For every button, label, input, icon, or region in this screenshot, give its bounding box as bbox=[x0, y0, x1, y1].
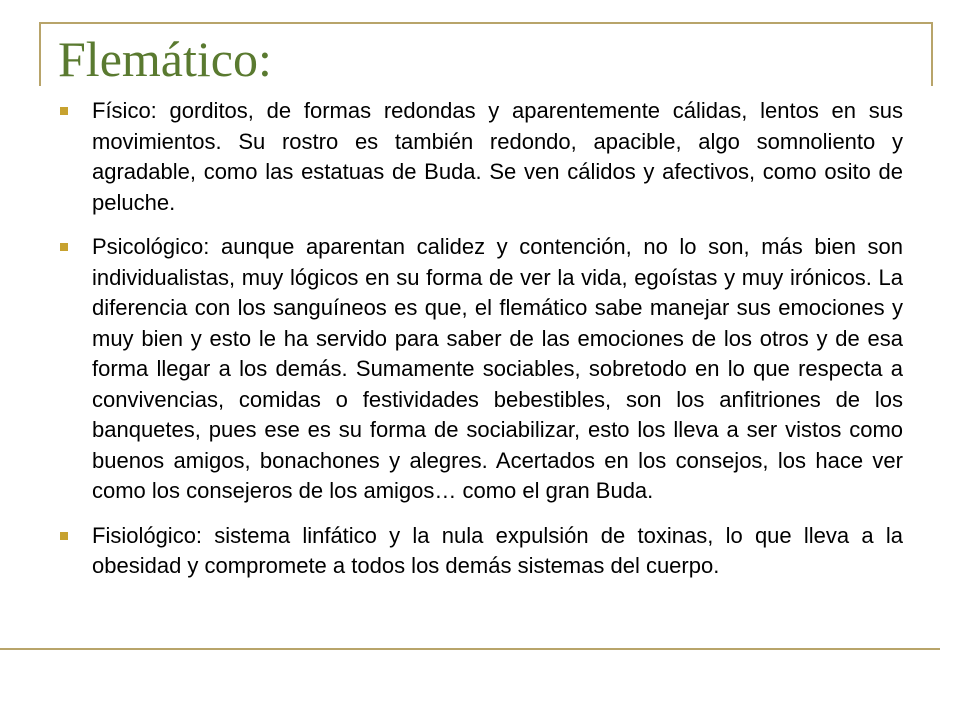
bullet-text: Psicológico: aunque aparentan calidez y contención, no lo son, más bien son individualistas, muy lógicos en su forma de ver la vida, egoístas y muy irónicos. La diferencia con los sanguíneos es que, el flemático sabe manejar sus emociones y muy bien y esto le ha servido para saber de las emociones de los otros y de esa forma llegar a los demás. Sumamente sociables, sobretodo en lo que respecta a convivencias, comidas o festividades bebestibles, son los anfitriones de los banquetes, pues ese es su forma de sociabilizar, esto los lleva a ser vistos como buenos amigos, bonachones y alegres. Acertados en los consejos, los hace ver como los consejeros de los amigos… como el gran Buda. bbox=[92, 234, 903, 503]
square-bullet-icon bbox=[60, 532, 68, 540]
bullet-text: Físico: gorditos, de formas redondas y aparentemente cálidas, lentos en sus movimientos. Su rostro es también redondo, apacible, algo somnoliento y agradable, como las estatuas de Buda. Se ven cálidos y afectivos, como osito de peluche. bbox=[92, 98, 903, 215]
frame-right-rule bbox=[931, 22, 933, 86]
slide-title: Flemático: bbox=[58, 31, 272, 87]
bullet-item-fisiologico bbox=[58, 521, 903, 582]
bullet-list bbox=[58, 96, 903, 596]
frame-left-rule bbox=[39, 22, 41, 86]
square-bullet-icon bbox=[60, 243, 68, 251]
frame-bottom-rule bbox=[0, 648, 940, 650]
bullet-text: Fisiológico: sistema linfático y la nula expulsión de toxinas, lo que lleva a la obesidad y compromete a todos los demás sistemas del cuerpo. bbox=[92, 522, 903, 578]
bullet-item-fisico bbox=[58, 96, 903, 218]
bullet-item-psicologico bbox=[58, 232, 903, 507]
square-bullet-icon bbox=[60, 107, 68, 115]
frame-top-rule bbox=[40, 22, 933, 24]
